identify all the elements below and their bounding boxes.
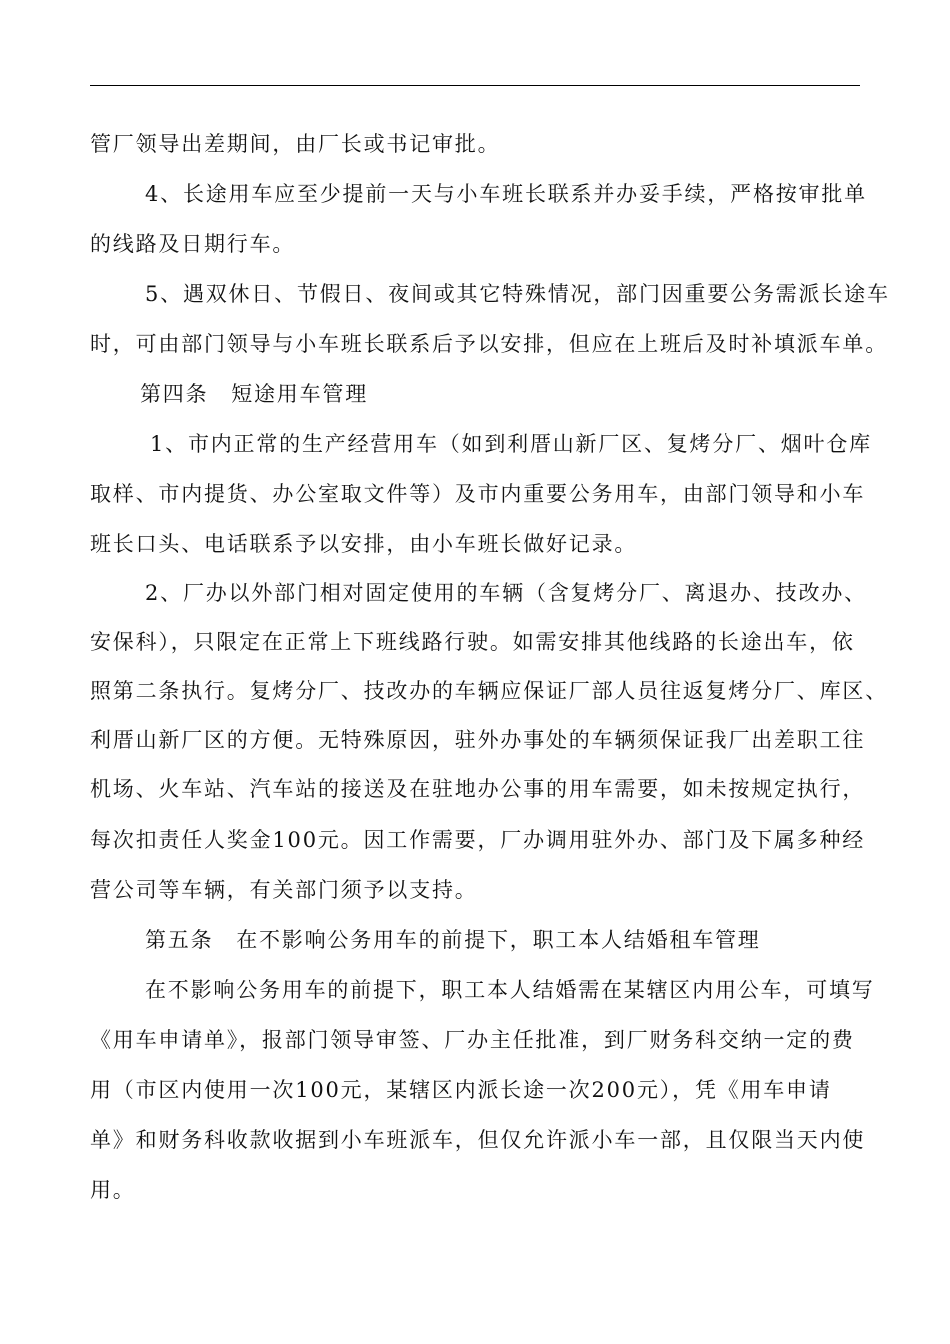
- text-line: 机场、火车站、汽车站的接送及在驻地办公事的用车需要，如未按规定执行，: [90, 777, 866, 801]
- text-line: 5、遇双休日、节假日、夜间或其它特殊情况，部门因重要公务需派长途车: [145, 282, 890, 306]
- text-line: 4、长途用车应至少提前一天与小车班长联系并办妥手续，严格按审批单: [145, 182, 867, 206]
- text-line: 每次扣责任人奖金100元。因工作需要，厂办调用驻外办、部门及下属多种经: [90, 828, 866, 852]
- header-rule: [90, 85, 860, 86]
- text-line: 时，可由部门领导与小车班长联系后予以安排，但应在上班后及时补填派车单。: [90, 332, 888, 356]
- text-line: 1、市内正常的生产经营用车（如到利厝山新厂区、复烤分厂、烟叶仓库: [150, 432, 872, 456]
- text-line: 单》和财务科收款收据到小车班派车，但仅允许派小车一部，且仅限当天内使: [90, 1128, 866, 1152]
- text-line: 取样、市内提货、办公室取文件等）及市内重要公务用车，由部门领导和小车: [90, 482, 866, 506]
- text-line: 营公司等车辆，有关部门须予以支持。: [90, 878, 478, 902]
- text-line: 管厂领导出差期间，由厂长或书记审批。: [90, 132, 501, 156]
- text-line: 在不影响公务用车的前提下，职工本人结婚需在某辖区内用公车，可填写: [145, 978, 875, 1002]
- text-line: 利厝山新厂区的方便。无特殊原因，驻外办事处的车辆须保证我厂出差职工往: [90, 728, 866, 752]
- text-line: 用（市区内使用一次100元，某辖区内派长途一次200元），凭《用车申请: [90, 1078, 832, 1102]
- section-heading: 第四条 短途用车管理: [140, 382, 368, 406]
- text-line: 照第二条执行。复烤分厂、技改办的车辆应保证厂部人员往返复烤分厂、库区、: [90, 679, 888, 703]
- text-line: 用。: [90, 1178, 136, 1202]
- section-heading: 第五条 在不影响公务用车的前提下，职工本人结婚租车管理: [145, 928, 761, 952]
- text-line: 《用车申请单》，报部门领导审签、厂办主任批准，到厂财务科交纳一定的费: [90, 1028, 855, 1052]
- text-line: 班长口头、电话联系予以安排，由小车班长做好记录。: [90, 532, 638, 556]
- text-line: 的线路及日期行车。: [90, 232, 296, 256]
- text-line: 2、厂办以外部门相对固定使用的车辆（含复烤分厂、离退办、技改办、: [145, 581, 867, 605]
- text-line: 安保科），只限定在正常上下班线路行驶。如需安排其他线路的长途出车，依: [90, 630, 855, 654]
